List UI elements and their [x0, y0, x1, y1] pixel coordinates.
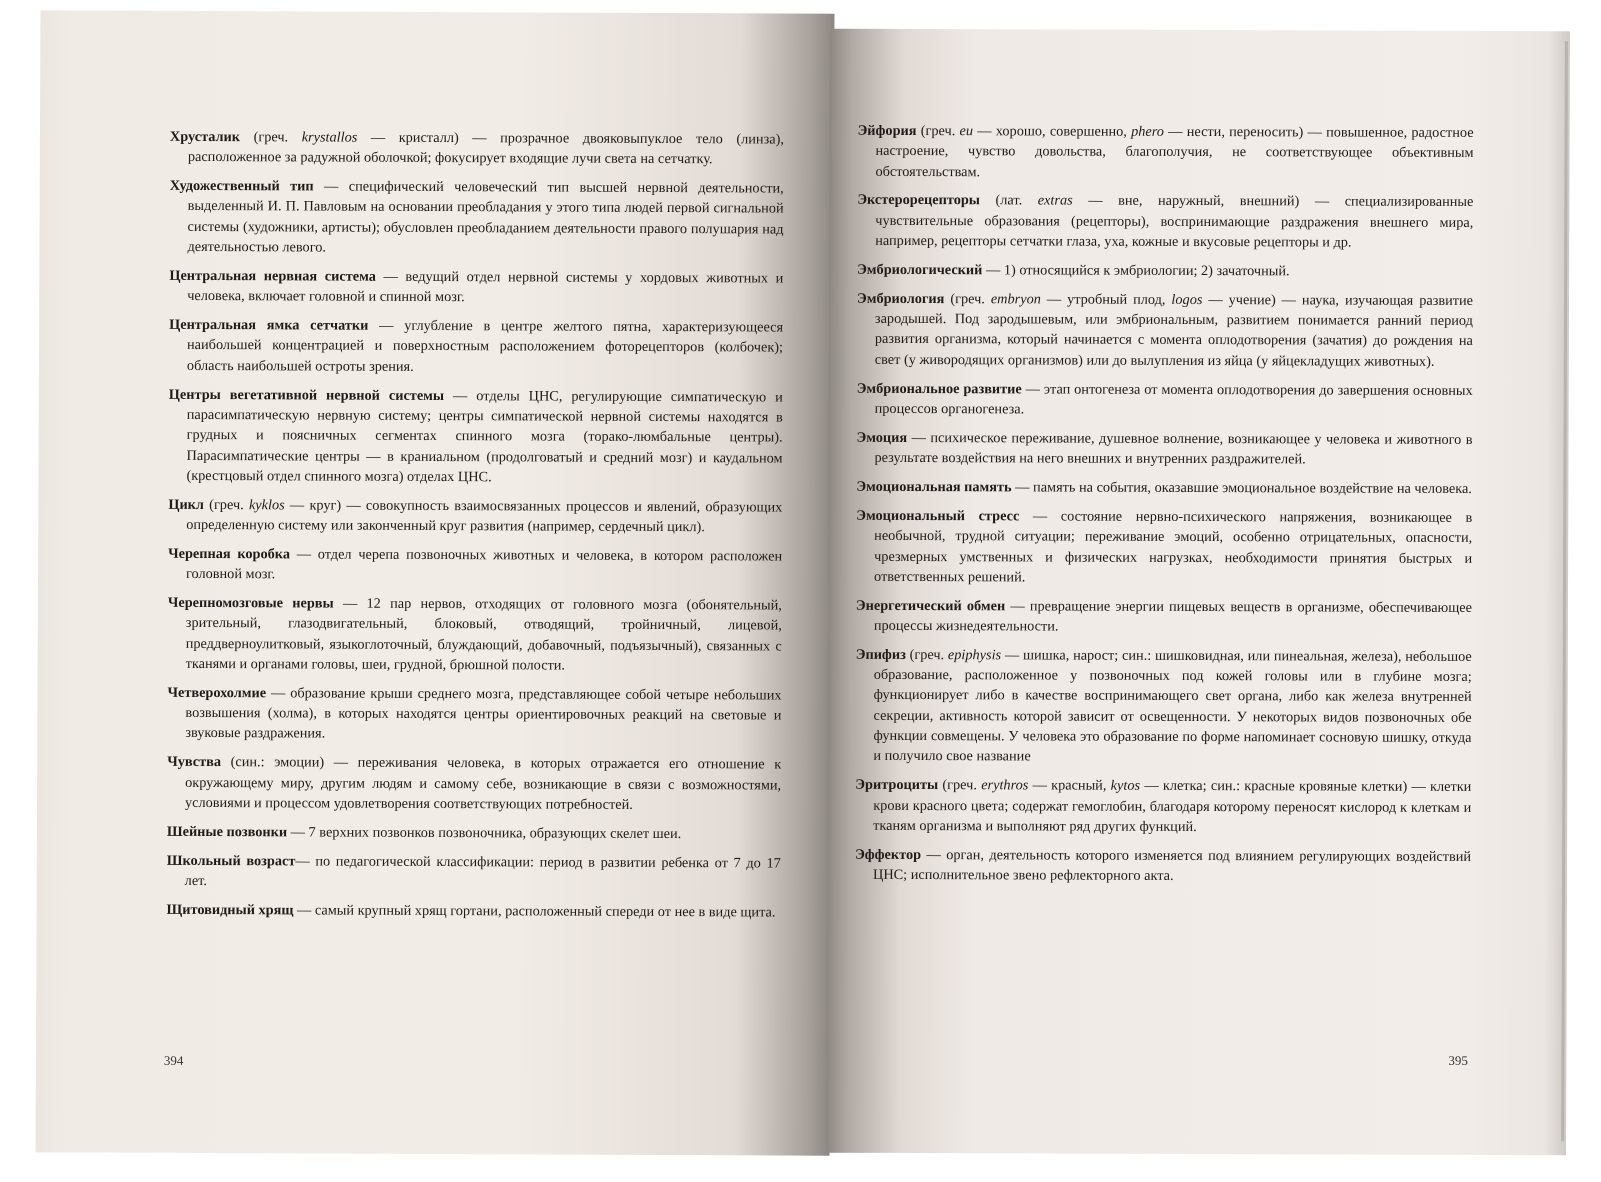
etymology-word: logos — [1171, 291, 1203, 308]
right-page-glossary — [855, 121, 1474, 896]
etymology-word: epiphysis — [947, 647, 1002, 664]
glossary-term: Центры вегетативной нервной системы — [168, 386, 445, 404]
glossary-definition: (син.: эмоции) — переживания человека, в которых отражается его отношение к окружающему миру, другим людям и самому себе, возникающие в связи с возможностями, условиями и процессом удовлетворения соответствующих потребностей. — [185, 754, 782, 813]
glossary-definition: — психическое переживание, душевное волнение, возникающее у человека и животного в результате воздействия на него внешних и внутренних раздражителей. — [874, 429, 1473, 468]
glossary-definition: — состояние нервно-психического напряжения, возникающее в необычной, трудной ситуации; переживание эмоций, особенно отрицательных, опасности, чрезмерных умственных и физических нагрузках, необходимости принятия быстрых и ответственных решений. — [874, 508, 1473, 586]
glossary-definition: — специфический человеческий тип высшей нервной деятельности, выделенный И. П. Павловым на основании преобладания у этого типа людей первой сигнальной системы (художники, артисты); обусловлен преобладанием деятельности правого полушария над деятельностью левого. — [187, 178, 784, 256]
glossary-definition: — кристалл) — прозрачное двояковыпуклое тело (линза), расположенное за радужной оболочкой; фокусирует входящие лучи света на сетчатку. — [187, 129, 784, 168]
glossary-definition: (лат. — [979, 192, 1038, 209]
glossary-definition: — клетка; син.: красные кровяные клетки) — клетки крови красного цвета; содержат гемоглобин, благодаря которому переносят кислород к клеткам и тканям организма и выполняют ряд других функций. — [873, 778, 1472, 835]
glossary-term: Шейные позвонки — [166, 823, 288, 841]
glossary-term: Эпифиз — [855, 646, 906, 663]
glossary-definition: — шишка, нарост; син.: шишковидная, или пинеальная, железа), небольшое образование, расположенное у позвоночных под кожей головы или в глубине мозга; функционирует либо в качестве воспринимающего свет органа, либо как железа внутренней секреции, активность которой зависит от освещенности. У некоторых видов позвоночных обе функции совмещены. У человека это образование по форме напоминает сосновую шишку, откуда и получило свое название — [873, 647, 1472, 765]
etymology-word: krystallos — [301, 129, 358, 146]
glossary-entry — [857, 289, 1473, 372]
glossary-term: Эмоция — [856, 429, 908, 446]
glossary-definition: — отдел черепа позвоночных животных и человека, в котором расположен головной мозг. — [186, 546, 783, 583]
glossary-term: Эритроциты — [855, 777, 939, 794]
glossary-entry — [168, 593, 782, 677]
glossary-definition: — учение) — наука, изучающая развитие зародышей. Под зародышевым, или эмбриональным, развитием понимается ранний период развития организма, который начинается с момента оплодотворения (зачатия) до рождения на свет (у живородящих организмов) или до вылупления из яйца (у яйцекладущих животных). — [874, 291, 1474, 370]
glossary-term: Чувства — [167, 754, 222, 771]
glossary-definition: — красный, — [1028, 777, 1111, 794]
glossary-term: Центральная нервная система — [169, 267, 376, 285]
left-page-number: 394 — [163, 1052, 184, 1068]
glossary-term: Эффектор — [855, 846, 922, 863]
glossary-definition: — нести, переносить) — повышенное, радостное настроение, чувство довольства, благополучия, не соответствующее объективным обстоятельствам. — [875, 123, 1474, 180]
glossary-entry — [855, 845, 1471, 888]
etymology-word: kyklos — [248, 496, 285, 514]
glossary-term: Хрусталик — [169, 128, 241, 146]
glossary-term: Эмбриологический — [857, 261, 983, 279]
glossary-entry — [856, 428, 1472, 471]
glossary-definition: (греч. — [240, 129, 302, 146]
glossary-entry — [167, 851, 781, 894]
glossary-definition: — превращение энергии пищевых веществ в организме, обеспечивающее процессы жизнедеятельности. — [873, 598, 1472, 635]
glossary-entry — [167, 900, 781, 923]
glossary-term: Экстерорецепторы — [857, 192, 981, 209]
etymology-word: erythros — [981, 777, 1029, 794]
glossary-term: Энергетический обмен — [855, 597, 1006, 615]
etymology-word: extras — [1037, 192, 1073, 210]
glossary-definition: (греч. — [203, 496, 250, 513]
glossary-entry — [167, 752, 781, 816]
glossary-entry — [856, 506, 1472, 589]
glossary-definition: — отделы ЦНС, регулирующие симпатическую и парасимпатическую нервную систему; центры симпатической нервной системы находятся в грудных и поясничных сегментах спинного мозга (торако-люмбальные центры). Парасимпатические центры — в краниальном (продолговатый и средний мозг) и каудальном (крестцовый отдел спинного мозга) отделах ЦНС. — [186, 387, 783, 486]
glossary-entry — [168, 544, 782, 587]
glossary-definition: — образование крыши среднего мозга, представляющее собой четыре небольших возвышения (холма), в которых находятся центры ориентировочных реакций на световые и звуковые раздражения. — [185, 685, 782, 742]
glossary-definition: — память на события, оказавшие эмоциональное воздействие на человека. — [1011, 479, 1472, 497]
glossary-definition: — этап онтогенеза от момента оплодотворения до завершения основных процессов органогенеза. — [874, 381, 1473, 418]
glossary-term: Щитовидный хрящ — [166, 901, 294, 919]
glossary-entry — [856, 477, 1472, 499]
glossary-definition: — хорошо, совершенно, — [973, 123, 1132, 140]
right-page — [826, 29, 1570, 1156]
glossary-definition: — 12 пар нервов, отходящих от головного мозга (обонятельный, зрительный, глазодвигательный, блоковый, отводящий, тройничный, лицевой, преддверноулитковый, языкоглоточный, блуждающий, добавочный, подъязычный), связанных с тканями и органами головы, шеи, грудной, брюшной полости. — [185, 595, 782, 674]
glossary-entry — [169, 266, 783, 309]
glossary-definition: (греч. — [905, 646, 948, 664]
glossary-definition: — самый крупный хрящ гортани, расположенный спереди от нее в виде щита. — [293, 902, 776, 921]
etymology-word: embryon — [990, 291, 1041, 308]
left-page — [36, 10, 835, 1155]
glossary-entry — [857, 190, 1473, 253]
glossary-definition: — 1) относящийся к эмбриологии; 2) зачаточный. — [982, 262, 1290, 280]
glossary-definition: — 7 верхних позвонков позвоночника, образующих скелет шеи. — [287, 824, 682, 842]
glossary-entry — [167, 822, 781, 845]
glossary-entry — [857, 378, 1473, 421]
glossary-entry — [855, 775, 1471, 838]
glossary-definition: — вне, наружный, внешний) — специализированные чувствительные образования (рецепторы), воспринимающие раздражения внешнего мира, например, рецепторы сетчатки глаза, уха, кожные и вкусовые рецепторы и др. — [875, 193, 1474, 251]
glossary-term: Четверохолмие — [167, 684, 267, 702]
glossary-definition: (греч. — [916, 123, 960, 140]
glossary-term: Черепная коробка — [168, 545, 291, 563]
glossary-entry — [168, 495, 782, 538]
glossary-definition: — углубление в центре желтого пятна, характеризующееся наибольшей концентрацией и поверхностным расположением фоторецепторов (колбочек); область наибольшей остроты зрения. — [186, 317, 784, 375]
glossary-entry — [167, 683, 781, 747]
glossary-entry — [857, 260, 1473, 282]
glossary-entry — [856, 595, 1472, 638]
etymology-word: eu — [959, 123, 974, 140]
glossary-entry — [169, 315, 783, 379]
glossary-definition: (греч. — [944, 290, 991, 308]
glossary-entry — [855, 645, 1471, 769]
left-page-glossary — [166, 127, 783, 931]
glossary-definition: — орган, деятельность которого изменяется под влиянием регулирующих воздействий ЦНС; исполнительное звено рефлекторного акта. — [872, 846, 1472, 884]
glossary-definition: — ведущий отдел нервной системы у хордовых животных и человека, включает головной и спинной мозг. — [187, 268, 784, 306]
glossary-term: Эмоциональная память — [856, 478, 1012, 496]
glossary-term: Цикл — [168, 496, 204, 513]
glossary-definition: (греч. — [938, 777, 982, 794]
glossary-term: Школьный возраст — [166, 852, 296, 870]
glossary-term: Художественный тип — [169, 178, 314, 195]
glossary-entry — [168, 384, 782, 488]
page-edge — [1561, 41, 1568, 1141]
glossary-definition: — утробный плод, — [1040, 291, 1172, 308]
etymology-word: phero — [1131, 123, 1164, 140]
glossary-entry — [857, 121, 1473, 184]
glossary-term: Черепномозговые нервы — [167, 594, 334, 612]
glossary-definition: — по педагогической классификации: период в развитии ребенка от 7 до 17 лет. — [184, 853, 781, 890]
glossary-term: Эйфория — [857, 122, 917, 140]
glossary-term: Эмоциональный стресс — [856, 507, 1020, 525]
glossary-entry — [170, 127, 784, 170]
etymology-word: kytos — [1110, 777, 1141, 795]
right-page-number: 395 — [1448, 1052, 1468, 1068]
glossary-term: Центральная ямка сетчатки — [169, 316, 369, 334]
glossary-term: Эмбриональное развитие — [856, 380, 1022, 398]
glossary-entry — [169, 176, 783, 260]
glossary-term: Эмбриология — [856, 290, 945, 307]
glossary-definition: — круг) — совокупность взаимосвязанных процессов и явлений, образующих определенную систему или законченный круг развития (например, сердечный цикл). — [186, 497, 783, 536]
